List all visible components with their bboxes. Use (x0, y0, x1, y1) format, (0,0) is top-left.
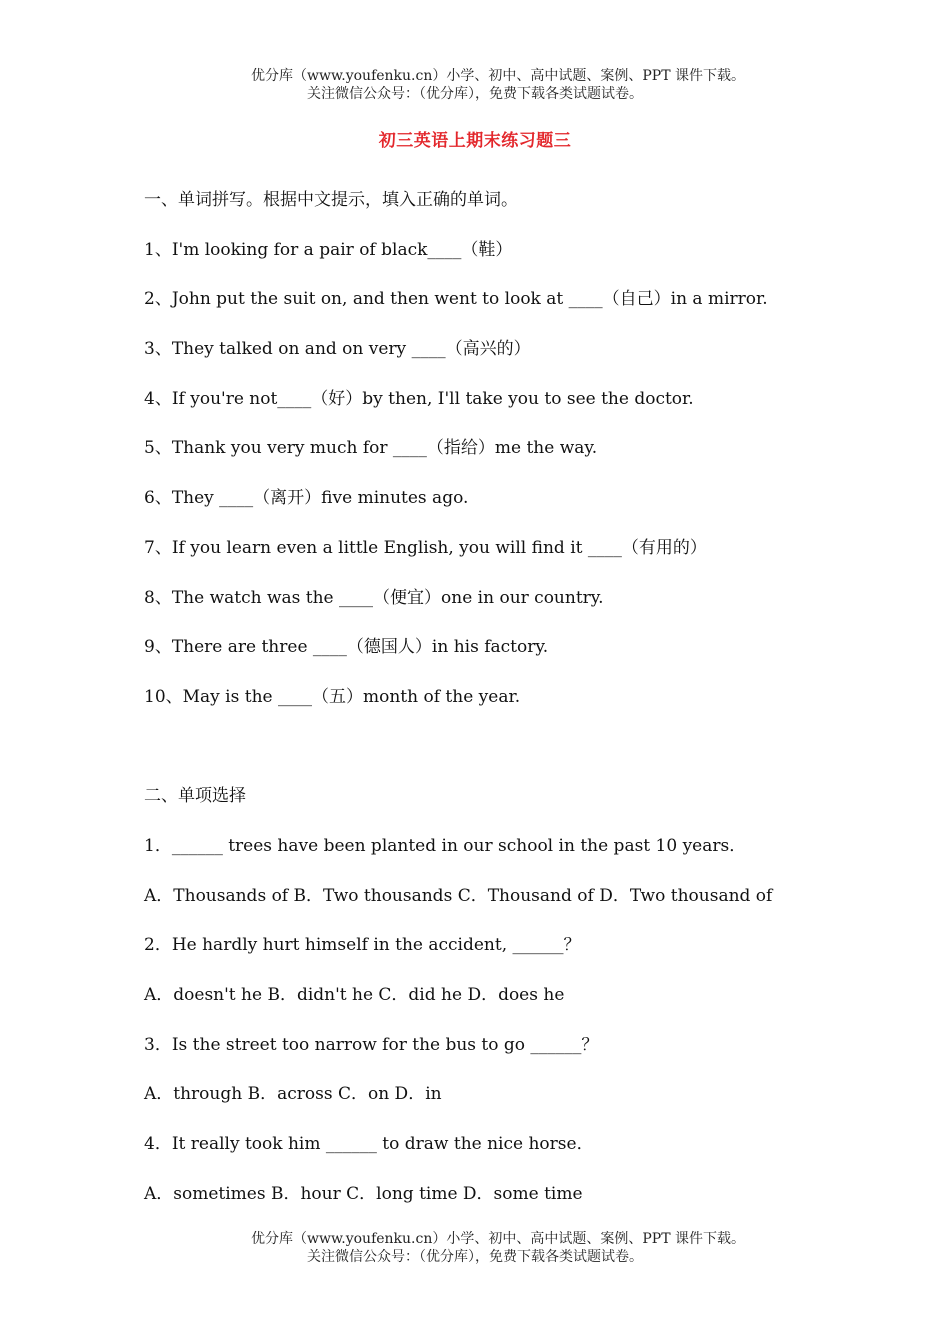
spelling-item: 9、There are three ____（德国人）in his factory. (144, 637, 549, 658)
document-title: 初三英语上期末练习题三 (378, 131, 572, 151)
spelling-item: 6、They ____（离开）five minutes ago. (144, 488, 469, 509)
choice-options: A．through B．across C．on D．in (144, 1084, 442, 1105)
section-1-heading: 一、单词拼写。根据中文提示，填入正确的单词。 (144, 190, 518, 210)
header-line-1: 优分库（www.youfenku.cn）小学、初中、高中试题、案例、PPT 课件下载。 (250, 68, 745, 84)
page-footer (0, 1230, 950, 1266)
footer-line-2: 关注微信公众号：（优分库），免费下载各类试题试卷。 (307, 1249, 643, 1265)
page-header (0, 67, 950, 103)
spelling-item: 10、May is the ____（五）month of the year. (144, 686, 521, 707)
spelling-item: 1、I'm looking for a pair of black____（鞋） (144, 239, 513, 260)
choice-question: 3．Is the street too narrow for the bus to go ______？ (144, 1034, 599, 1055)
choice-options: A．sometimes B．hour C．long time D．some time (144, 1183, 583, 1204)
choice-options: A．Thousands of B．Two thousands C．Thousand of D．Two thousand of (144, 885, 773, 906)
header-line-2: 关注微信公众号：（优分库），免费下载各类试题试卷。 (307, 86, 643, 102)
spelling-item: 8、The watch was the ____（便宜）one in our country. (144, 587, 604, 608)
section-2-heading: 二、单项选择 (144, 786, 246, 807)
spelling-item: 7、If you learn even a little English, you will find it ____（有用的） (144, 537, 707, 558)
choice-options: A．doesn't he B．didn't he C．did he D．does he (144, 985, 565, 1005)
choice-question: 4．It really took him ______ to draw the nice horse． (144, 1134, 594, 1155)
choice-question: 2．He hardly hurt himself in the accident, ______？ (144, 935, 581, 956)
document-body (144, 188, 844, 1231)
spelling-item: 5、Thank you very much for ____（指给）me the way. (144, 438, 598, 459)
footer-line-1: 优分库（www.youfenku.cn）小学、初中、高中试题、案例、PPT 课件下载。 (250, 1231, 745, 1247)
choice-question: 1．______ trees have been planted in our school in the past 10 years． (144, 835, 747, 856)
section-spacer (144, 735, 844, 785)
spelling-item: 2、John put the suit on, and then went to look at ____（自己）in a mirror. (144, 289, 768, 310)
spelling-item: 4、If you're not____（好）by then, I'll take you to see the doctor. (144, 388, 694, 409)
spelling-item: 3、They talked on and on very ____（高兴的） (144, 339, 531, 360)
